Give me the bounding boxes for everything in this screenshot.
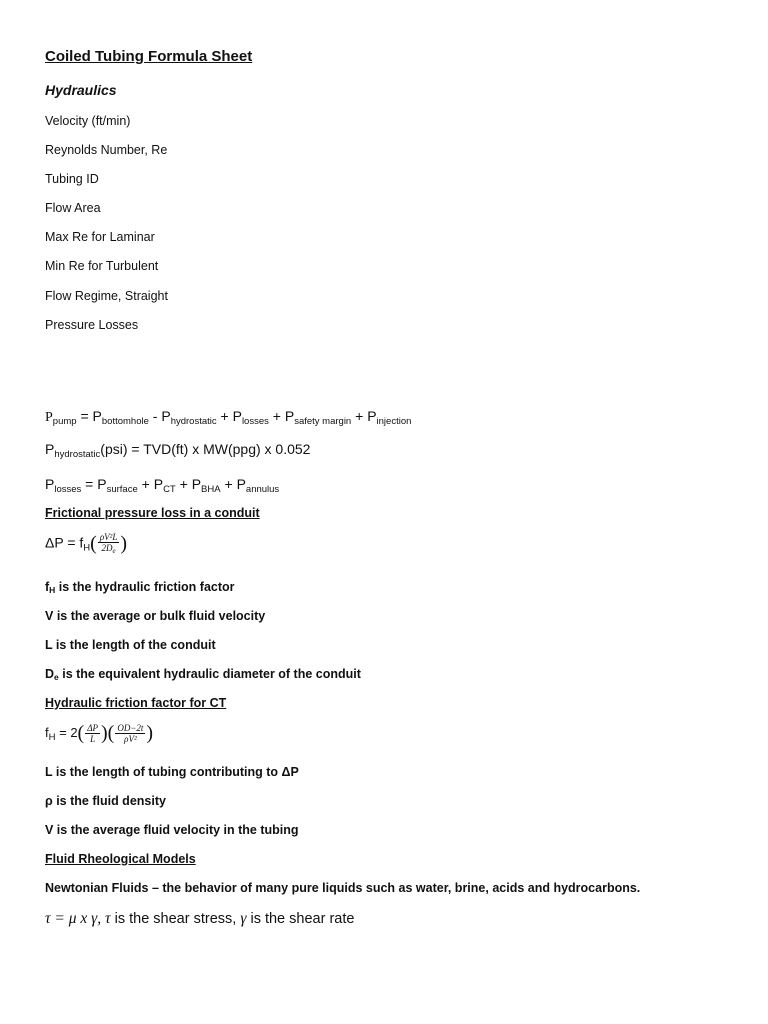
eq-subscript: CT (163, 484, 176, 495)
eq-subscript: losses (54, 484, 82, 495)
eq-subscript: H (48, 731, 56, 743)
eq-symbol: P (45, 441, 55, 457)
fraction (115, 723, 145, 744)
eq-subscript: H (83, 542, 91, 554)
paren-open: ( (90, 532, 97, 555)
def-text: is the hydraulic friction factor (55, 580, 235, 594)
def-subscript: H (49, 585, 56, 595)
paren-close: ) (101, 722, 108, 744)
eq-operator: + (175, 476, 192, 492)
def-symbol: f (45, 580, 50, 594)
list-item: Reynolds Number, Re (45, 143, 168, 157)
hydrostatic-pressure-equation (45, 441, 310, 460)
eq-subscript: surface (106, 484, 138, 495)
frictional-loss-heading: Frictional pressure loss in a conduit (45, 506, 260, 520)
list-item: Tubing ID (45, 172, 99, 186)
gamma-symbol: γ (240, 910, 247, 927)
paren-open: ( (77, 722, 85, 744)
def-symbol: D (45, 667, 55, 681)
friction-factor-equation (45, 722, 153, 745)
shear-formula: τ = μ x γ, τ (45, 910, 111, 927)
losses-pressure-equation (45, 476, 279, 495)
eq-operator: + (137, 476, 154, 492)
eq-operator: + (268, 408, 285, 424)
paren-open: ( (107, 722, 115, 744)
eq-subscript: e (112, 547, 116, 555)
eq-lhs: ΔP = f (45, 534, 84, 551)
eq-symbol: P (92, 408, 102, 424)
shear-stress-equation (45, 910, 354, 928)
friction-factor-ct-heading: Hydraulic friction factor for CT (45, 696, 227, 710)
delta-p-equation (45, 532, 127, 556)
eq-symbol: P (367, 408, 377, 424)
fraction-denominator (100, 543, 118, 556)
definition-line: V is the average fluid velocity in the tubing (45, 823, 299, 837)
fraction-denominator: ρV² (124, 734, 137, 744)
list-item: Flow Regime, Straight (45, 289, 168, 303)
eq-subscript: losses (241, 416, 269, 427)
eq-rhs: (psi) = TVD(ft) x MW(ppg) x 0.052 (100, 441, 311, 457)
eq-operator: = (76, 408, 93, 424)
definition-line: ρ is the fluid density (45, 794, 166, 808)
def-text: is the average or bulk fluid velocity (53, 609, 266, 623)
pump-pressure-equation (45, 408, 411, 427)
list-item: Flow Area (45, 201, 101, 215)
list-item: Min Re for Turbulent (45, 259, 159, 273)
hydraulics-heading: Hydraulics (45, 82, 117, 98)
fraction (85, 723, 100, 744)
eq-symbol: f (45, 724, 49, 740)
eq-subscript: annulus (245, 484, 280, 495)
eq-operator: + (351, 408, 368, 424)
list-item: Max Re for Laminar (45, 230, 155, 244)
eq-subscript: injection (376, 416, 412, 427)
definition-line (45, 667, 361, 682)
def-text: is the length of the conduit (52, 638, 216, 652)
definition-line: L is the length of tubing contributing to ΔP (45, 765, 299, 779)
eq-operator: = (81, 476, 98, 492)
def-subscript: e (54, 672, 59, 682)
rheological-models-heading: Fluid Rheological Models (45, 852, 196, 866)
page-title: Coiled Tubing Formula Sheet (45, 48, 253, 65)
eq-symbol: P (236, 476, 246, 492)
fraction-numerator: ΔP (87, 723, 98, 733)
definition-line (45, 609, 265, 623)
fraction-numerator: ρV²L (99, 532, 118, 542)
eq-subscript: safety margin (294, 416, 352, 427)
eq-subscript: BHA (201, 484, 221, 495)
eq-operator: = 2 (55, 724, 78, 740)
definition-line (45, 580, 235, 595)
eq-subscript: hydrostatic (54, 449, 101, 460)
definition-line (45, 638, 216, 652)
eq-subscript: bottomhole (101, 416, 149, 427)
eq-symbol: P (161, 408, 171, 424)
eq-symbol: P (153, 476, 164, 492)
list-item: Velocity (ft/min) (45, 114, 131, 128)
paren-close: ) (120, 532, 128, 555)
fraction-numerator: OD−2t (117, 723, 144, 733)
fraction-denominator-text: 2D (101, 543, 113, 553)
def-text: is the equivalent hydraulic diameter of the conduit (58, 667, 361, 681)
eq-operator: - (148, 408, 162, 424)
eq-subscript: pump (52, 416, 77, 427)
paren-close: ) (146, 722, 154, 744)
list-item: Pressure Losses (45, 318, 139, 332)
eq-symbol: P (191, 476, 202, 492)
eq-symbol: P (45, 410, 53, 425)
eq-symbol: P (284, 408, 295, 424)
eq-symbol: P (45, 476, 55, 492)
eq-symbol: P (232, 408, 242, 424)
shear-text: is the shear stress, (110, 911, 241, 927)
eq-operator: + (220, 476, 237, 492)
fraction (98, 532, 120, 556)
newtonian-fluids-text: Newtonian Fluids – the behavior of many pure liquids such as water, brine, acids and hydrocarbons. (45, 881, 641, 895)
fraction-denominator: L (90, 734, 96, 744)
eq-symbol: P (97, 476, 107, 492)
def-symbol: L (45, 638, 53, 652)
def-symbol: V (45, 609, 54, 623)
eq-subscript: hydrostatic (170, 416, 217, 427)
eq-operator: + (216, 408, 233, 424)
shear-text: is the shear rate (246, 911, 355, 927)
